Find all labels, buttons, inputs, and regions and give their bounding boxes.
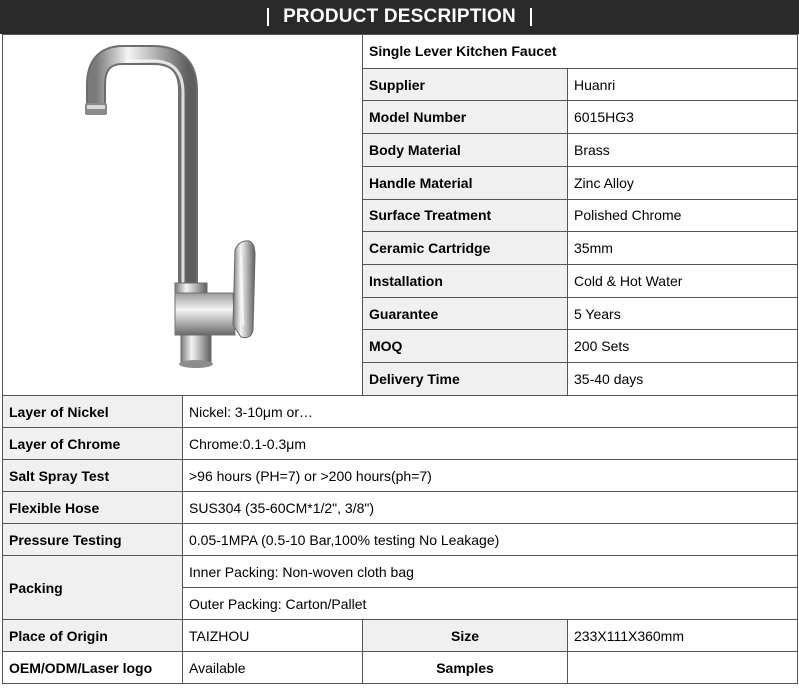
detail-value: Nickel: 3-10μm or… (183, 396, 798, 428)
spec-value: 35-40 days (568, 363, 798, 396)
detail-label: Flexible Hose (3, 492, 183, 524)
table-row (3, 460, 798, 492)
table-row (3, 492, 798, 524)
spec-table (2, 34, 798, 684)
spec-label: Model Number (363, 101, 568, 134)
spec-value: 35mm (568, 232, 798, 265)
size-value: 233X111X360mm (568, 620, 798, 652)
inner-packing: Inner Packing: Non-woven cloth bag (183, 556, 798, 588)
oem-label: OEM/ODM/Laser logo (3, 652, 183, 684)
spec-label: Surface Treatment (363, 199, 568, 232)
samples-value (568, 652, 798, 684)
spec-value: Brass (568, 134, 798, 167)
packing-label: Packing (3, 556, 183, 620)
spec-label: Delivery Time (363, 363, 568, 396)
spec-value: Zinc Alloy (568, 166, 798, 199)
origin-value: TAIZHOU (183, 620, 363, 652)
outer-packing: Outer Packing: Carton/Pallet (183, 588, 798, 620)
spec-value: Huanri (568, 68, 798, 101)
spec-value: 6015HG3 (568, 101, 798, 134)
detail-label: Salt Spray Test (3, 460, 183, 492)
spec-value: Cold & Hot Water (568, 265, 798, 298)
spec-value: 200 Sets (568, 330, 798, 363)
size-label: Size (363, 620, 568, 652)
spec-value: Polished Chrome (568, 199, 798, 232)
spec-label: Ceramic Cartridge (363, 232, 568, 265)
spec-value: 5 Years (568, 297, 798, 330)
table-row (3, 524, 798, 556)
spec-label: Handle Material (363, 166, 568, 199)
detail-value: 0.05-1MPA (0.5-10 Bar,100% testing No Leakage) (183, 524, 798, 556)
detail-value: Chrome:0.1-0.3μm (183, 428, 798, 460)
origin-label: Place of Origin (3, 620, 183, 652)
spec-sheet (2, 34, 797, 684)
spec-label: Installation (363, 265, 568, 298)
divider (530, 8, 532, 26)
spec-label: Supplier (363, 68, 568, 101)
page-title: PRODUCT DESCRIPTION (283, 6, 516, 27)
product-title: Single Lever Kitchen Faucet (363, 35, 798, 69)
detail-label: Layer of Chrome (3, 428, 183, 460)
table-row (3, 652, 798, 684)
detail-label: Layer of Nickel (3, 396, 183, 428)
spec-label: Guarantee (363, 297, 568, 330)
spec-label: MOQ (363, 330, 568, 363)
table-row (3, 556, 798, 588)
detail-label: Pressure Testing (3, 524, 183, 556)
detail-value: SUS304 (35-60CM*1/2", 3/8") (183, 492, 798, 524)
samples-label: Samples (363, 652, 568, 684)
detail-value: >96 hours (PH=7) or >200 hours(ph=7) (183, 460, 798, 492)
table-row (3, 428, 798, 460)
spec-label: Body Material (363, 134, 568, 167)
oem-value: Available (183, 652, 363, 684)
page-header (0, 0, 799, 34)
kitchen-faucet-icon (3, 35, 359, 395)
table-row (3, 396, 798, 428)
product-image (3, 35, 363, 396)
divider (267, 8, 269, 26)
table-row (3, 620, 798, 652)
